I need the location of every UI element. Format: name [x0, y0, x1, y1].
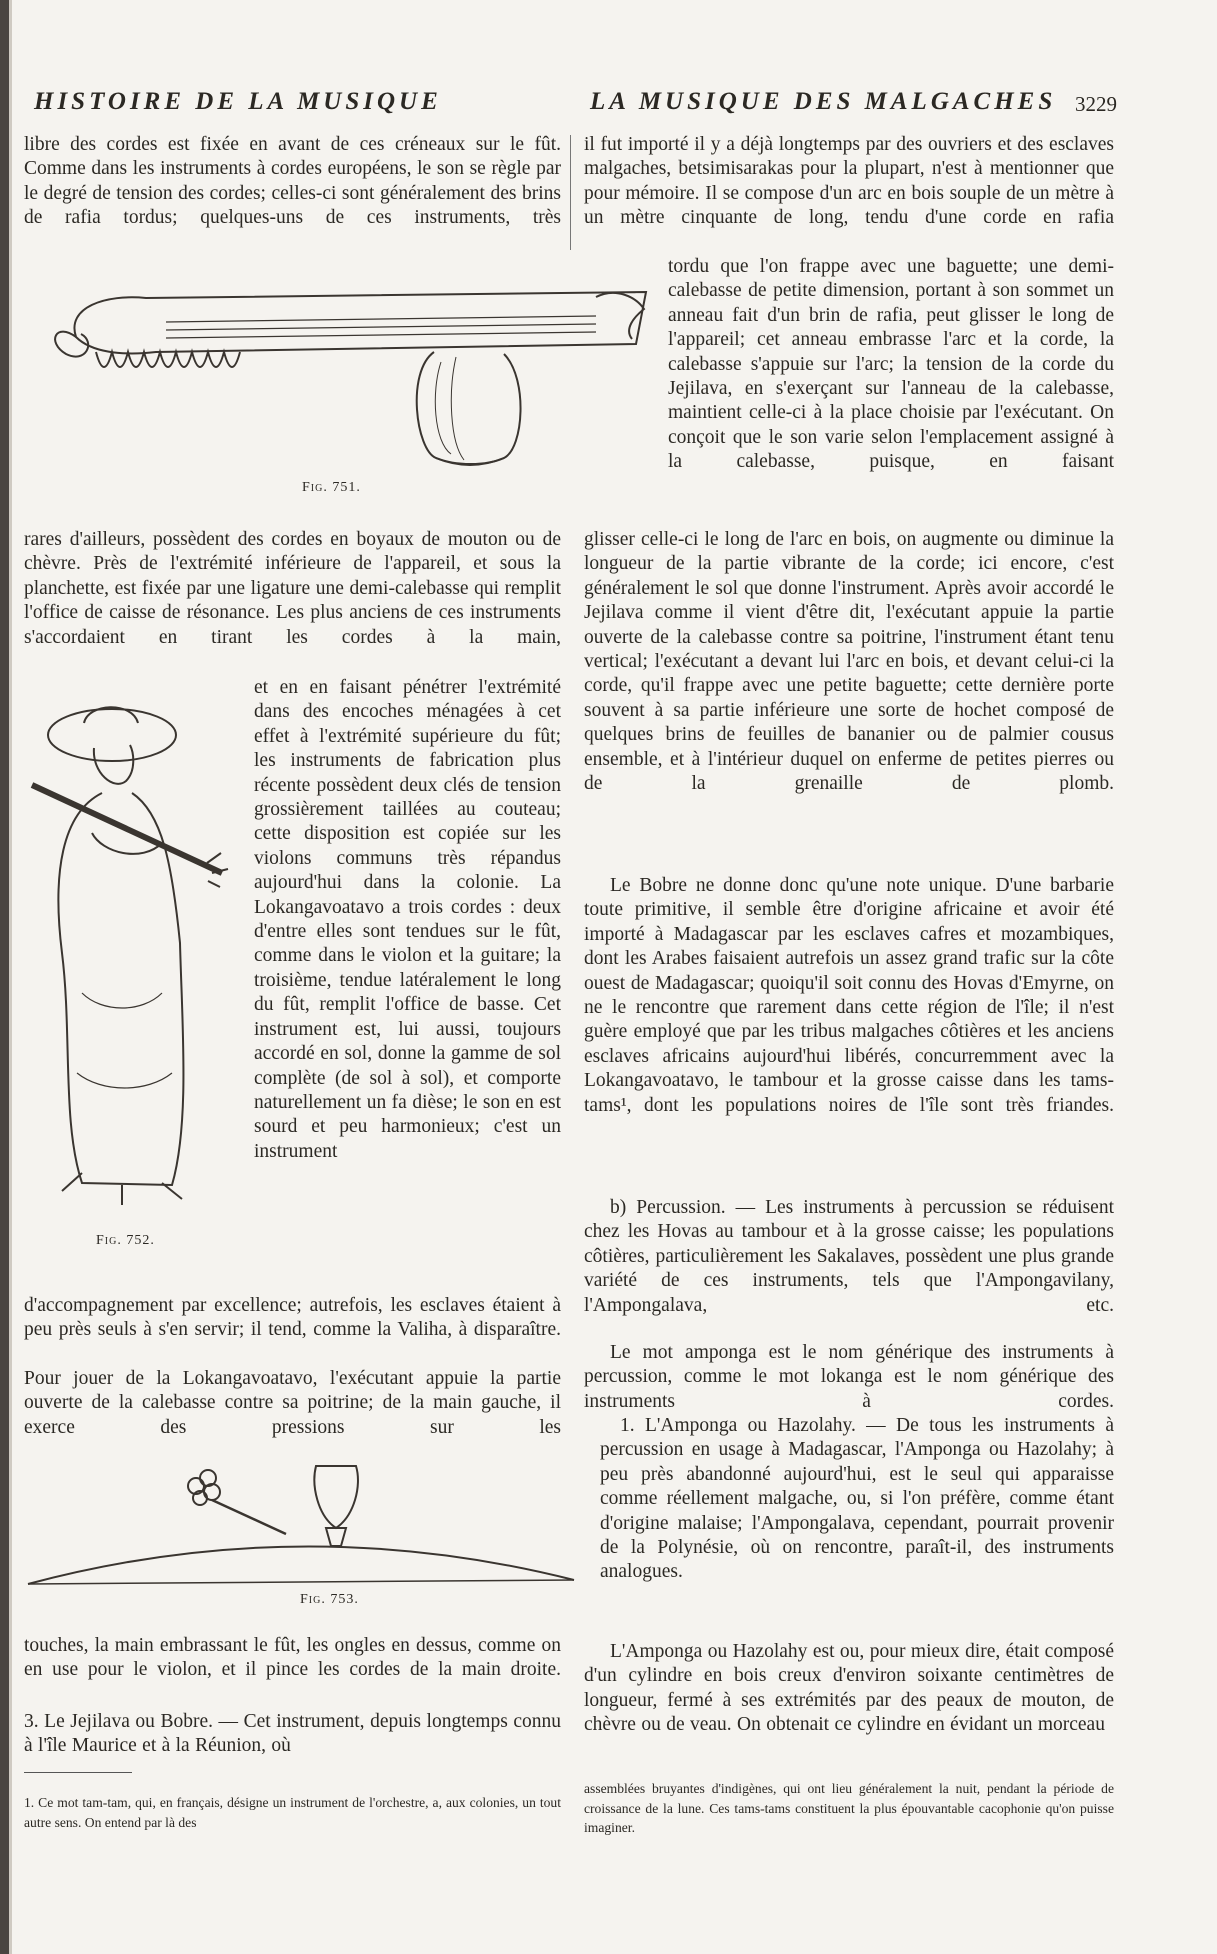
- left-paragraph-4: d'accompagnement par excellence; autrefois, les esclaves étaient à peu près seuls à s'en servir; il tend, comme la Valiha, à disparaître.: [24, 1295, 561, 1341]
- left-paragraph-7: 3. Le Jejilava ou Bobre. — Cet instrument, depuis longtemps connu à l'île Maurice et à la Réunion, où: [24, 1711, 561, 1757]
- page-number: 3229: [1075, 92, 1117, 116]
- right-paragraph-8: L'Amponga ou Hazolahy est ou, pour mieux dire, était composé d'un cylindre en bois creux d'environ soixante centimètres de longueur, fermé à ses extrémités par des peaux de mouton, de chèvre ou de veau. On obtenait ce cylindre en évidant un morceau: [584, 1641, 1114, 1736]
- right-paragraph-1: il fut importé il y a déjà longtemps par des ouvriers et des esclaves malgaches, betsimisarakas pour la plupart, n'est à mentionner que pour mémoire. Il se compose d'un arc en bois souple de un mètre à un mètre cinquante de long, tendu d'une corde en rafia: [584, 134, 1114, 229]
- left-paragraph-6: touches, la main embrassant le fût, les ongles en dessus, comme on en use pour le violon, et il pince les cordes de la main droite.: [24, 1635, 561, 1681]
- column-rule: [570, 135, 571, 250]
- scan-edge: [0, 0, 9, 1954]
- figure-751-caption: Fig. 751.: [302, 480, 361, 495]
- right-paragraph-3: glisser celle-ci le long de l'arc en bois, on augmente ou diminue la longueur de la partie vibrante de la corde; ici encore, c'est généralement le sol que donne l'instrument. Après avoir accordé le Jejilava comme il vient d'être dit, l'exécutant appuie la partie ouverte de la calebasse contre sa poitrine, l'instrument étant tenu vertical; l'exécutant a devant lui l'arc en bois, et devant celui-ci la corde, qu'il frappe avec une petite baguette; cette dernière porte souvent à sa partie inférieure une sorte de hochet composé de quelques brins de feuilles de bananier ou de palmier cousus ensemble, et à l'intérieur duquel on enferme de petites pierres ou de la grenaille de plomb.: [584, 529, 1114, 795]
- right-paragraph-7: 1. L'Amponga ou Hazolahy. — De tous les instruments à percussion en usage à Madagascar, l'Amponga ou Hazolahy; à peu près abandonné aujourd'hui, est le seul qui apparaisse comme réellement malgache, ou, si l'on préfère, comme étant d'origine malaise; l'Ampongalava, cependant, pourrait provenir de la Polynésie, où on rencontre, paraît-il, des instruments analogues.: [600, 1415, 1114, 1583]
- figure-753-caption: Fig. 753.: [300, 1592, 359, 1607]
- running-header-left: HISTOIRE DE LA MUSIQUE: [34, 88, 442, 115]
- scan-edge-shadow: [9, 0, 12, 1954]
- left-paragraph-5: Pour jouer de la Lokangavoatavo, l'exécutant appuie la partie ouverte de la calebasse contre sa poitrine; de la main gauche, il exerce des pressions sur les: [24, 1368, 561, 1438]
- figure-752-caption: Fig. 752.: [96, 1233, 155, 1248]
- right-footnote: assemblées bruyantes d'indigènes, qui ont lieu généralement la nuit, pendant la période de croissance de la lune. Ces tams-tams constituent la plus épouvantable cacophonie qu'on puisse imaginer.: [584, 1781, 1114, 1835]
- figure-752-player-illustration: [22, 693, 250, 1218]
- right-paragraph-2: tordu que l'on frappe avec une baguette; une demi-calebasse de petite dimension, portant à son sommet un anneau fait d'un brin de rafia, peut glisser le long de l'appareil; cet anneau embrasse l'arc et la corde, la calebasse s'appuie sur l'arc; la tension de la corde du Jejilava, en s'exerçant sur l'anneau de la calebasse, maintient celle-ci à la place choisie par l'exécutant. On conçoit que le son varie selon l'emplacement assigné à la calebasse, puisque, en faisant: [668, 256, 1114, 473]
- right-paragraph-6: Le mot amponga est le nom générique des instruments à percussion, comme le mot lokanga est le nom générique des instruments à cordes.: [584, 1342, 1114, 1412]
- figure-753-jejilava-illustration: [26, 1456, 576, 1586]
- right-paragraph-4: Le Bobre ne donne donc qu'une note unique. D'une barbarie toute primitive, il semble être d'origine africaine et avoir été importé à Madagascar par les esclaves cafres et mozambiques, dont les Arabes faisaient autrefois un assez grand trafic sur la côte ouest de Madagascar; quoiqu'il soit connu des Hovas d'Emyrne, on ne le rencontre que rarement dans cette région de l'île; il n'est guère employé que par les tribus malgaches côtières et les anciens esclaves africains aujourd'hui libérés, concurremment avec la Lokangavoatavo, le tambour et la grosse caisse dans les tams-tams¹, dont les populations noires de l'île sont très friandes.: [584, 875, 1114, 1116]
- left-paragraph-2: rares d'ailleurs, possèdent des cordes en boyaux de mouton ou de chèvre. Près de l'extrémité inférieure de l'appareil, et sous la planchette, est fixée par une ligature une demi-calebasse qui remplit l'office de caisse de résonance. Les plus anciens de ces instruments s'accordaient en tirant les cordes à la main,: [24, 529, 561, 648]
- figure-751-lokanga-illustration: [36, 282, 648, 470]
- footnote-rule: [24, 1772, 132, 1773]
- left-paragraph-3: et en en faisant pénétrer l'extrémité dans des encoches ménagées à cet effet à l'extrémité supérieure du fût; les instruments de fabrication plus récente possèdent deux clés de tension grossièrement taillées au couteau; cette disposition est copiée sur les violons communs très répandus aujourd'hui dans la colonie. La Lokangavoatavo a trois cordes : deux d'entre elles sont tendues sur le fût, comme dans le violon et la guitare; la troisième, tendue latéralement le long du fût, remplit l'office de basse. Cet instrument est, lui aussi, toujours accordé en sol, donne la gamme de sol complète (de sol à sol), et comporte naturellement un fa dièse; le son en est sourd et peu harmonieux; c'est un instrument: [254, 677, 561, 1162]
- running-header-right: LA MUSIQUE DES MALGACHES: [590, 88, 1057, 115]
- right-paragraph-5: b) Percussion. — Les instruments à percussion se réduisent chez les Hovas au tambour et à la grosse caisse; les populations côtières, particulièrement les Sakalaves, possèdent une plus grande variété de ces instruments, tels que l'Ampongavilany, l'Ampongalava, etc.: [584, 1197, 1114, 1316]
- left-footnote: 1. Ce mot tam-tam, qui, en français, désigne un instrument de l'orchestre, a, aux colonies, un tout autre sens. On entend par là des: [24, 1795, 561, 1830]
- left-paragraph-1: libre des cordes est fixée en avant de ces créneaux sur le fût. Comme dans les instruments à cordes européens, le son se règle par le degré de tension des cordes; celles-ci sont généralement des brins de rafia tordus; quelques-uns de ces instruments, très: [24, 134, 561, 229]
